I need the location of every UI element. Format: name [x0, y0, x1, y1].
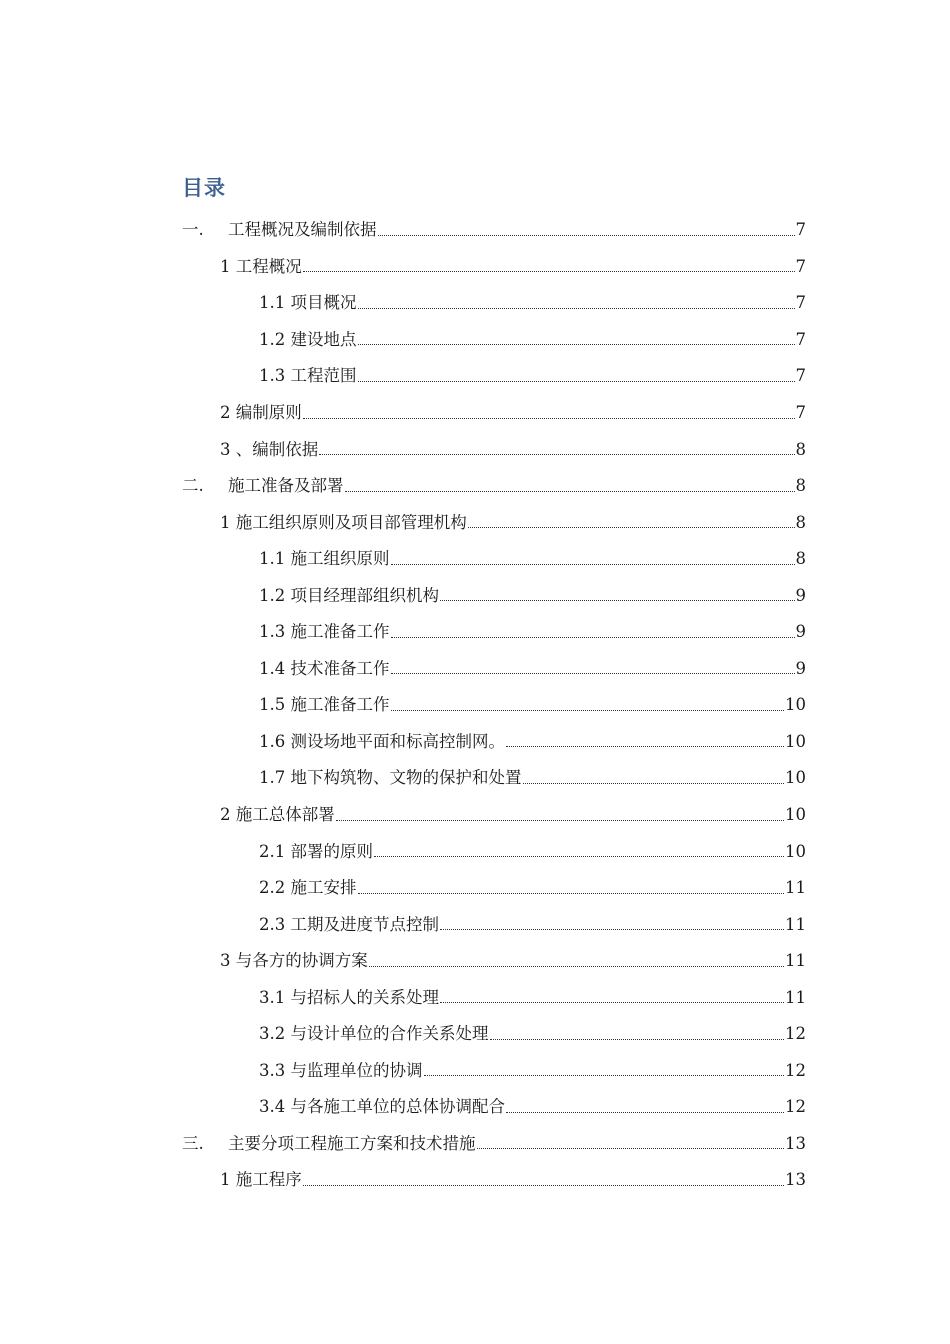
toc-dot-leader [374, 856, 784, 857]
toc-entry-page: 10 [785, 805, 806, 825]
toc-entry-label: 3 与各方的协调方案 [220, 951, 368, 971]
toc-entry[interactable] [0, 1053, 950, 1090]
toc-entry-page: 12 [785, 1024, 806, 1044]
toc-entry[interactable] [0, 724, 950, 761]
toc-entry-page: 10 [785, 841, 806, 861]
toc-entry[interactable] [0, 614, 950, 651]
toc-entry-page: 7 [795, 293, 806, 313]
toc-entry-page: 9 [795, 585, 806, 605]
toc-entry-page: 7 [795, 256, 806, 276]
toc-entry-page: 9 [795, 658, 806, 678]
toc-entry[interactable] [0, 760, 950, 797]
toc-entry-label: 1.3 工程范围 [259, 366, 357, 386]
toc-entry-page: 8 [795, 512, 806, 532]
toc-entry-page: 7 [795, 329, 806, 349]
toc-entry[interactable] [0, 504, 950, 541]
toc-entry-label: 3.1 与招标人的关系处理 [259, 987, 439, 1007]
toc-entry[interactable] [0, 395, 950, 432]
toc-dot-leader [391, 673, 795, 674]
toc-dot-leader [440, 600, 795, 601]
toc-dot-leader [303, 418, 795, 419]
toc-dot-leader [424, 1075, 785, 1076]
toc-dot-leader [345, 491, 795, 492]
toc-entry-label: 2 施工总体部署 [220, 805, 335, 825]
toc-entry[interactable] [0, 322, 950, 359]
toc-entry-label: 1 施工程序 [220, 1170, 302, 1190]
toc-entry-label: 1.4 技术准备工作 [259, 658, 390, 678]
toc-entry-label: 施工准备及部署 [228, 476, 344, 496]
toc-entry[interactable] [0, 797, 950, 834]
toc-list [0, 212, 950, 1199]
toc-entry-label: 1.2 项目经理部组织机构 [259, 585, 439, 605]
toc-entry-label: 1.3 施工准备工作 [259, 622, 390, 642]
toc-entry[interactable] [0, 577, 950, 614]
toc-dot-leader [440, 929, 784, 930]
toc-entry-label: 2 编制原则 [220, 403, 302, 422]
toc-entry[interactable] [0, 979, 950, 1016]
toc-entry-page: 10 [785, 768, 806, 788]
toc-entry[interactable] [0, 906, 950, 943]
toc-entry[interactable] [0, 541, 950, 578]
toc-title: 目录 [182, 176, 226, 200]
toc-entry-number: 三. [182, 1133, 204, 1153]
toc-entry-label: 2.3 工期及进度节点控制 [259, 914, 439, 934]
toc-entry-label: 1.2 建设地点 [259, 329, 357, 349]
toc-entry[interactable] [0, 431, 950, 468]
toc-entry-label: 3.2 与设计单位的合作关系处理 [259, 1024, 489, 1044]
toc-dot-leader [391, 564, 795, 565]
toc-dot-leader [391, 637, 795, 638]
toc-dot-leader [378, 235, 795, 236]
toc-dot-leader [506, 1112, 784, 1113]
toc-entry[interactable] [0, 285, 950, 322]
toc-entry[interactable] [0, 358, 950, 395]
toc-entry[interactable] [0, 212, 950, 249]
toc-entry-page: 12 [785, 1060, 806, 1080]
toc-entry-label: 工程概况及编制依据 [228, 220, 377, 240]
toc-entry[interactable] [0, 1089, 950, 1126]
toc-dot-leader [490, 1039, 785, 1040]
toc-entry-number: 一. [182, 220, 204, 240]
toc-entry-number: 二. [182, 476, 204, 496]
toc-dot-leader [477, 1148, 785, 1149]
toc-entry-page: 10 [785, 731, 806, 751]
toc-entry-page: 8 [795, 476, 806, 496]
toc-entry-page: 11 [785, 987, 806, 1007]
toc-entry[interactable] [0, 468, 950, 505]
toc-entry[interactable] [0, 870, 950, 907]
toc-dot-leader [391, 710, 785, 711]
toc-entry-label: 1.1 项目概况 [259, 293, 357, 313]
toc-entry-page: 9 [795, 622, 806, 642]
toc-dot-leader [319, 454, 794, 455]
toc-entry-page: 12 [785, 1097, 806, 1117]
toc-entry-page: 13 [785, 1170, 806, 1190]
toc-entry-label: 1.1 施工组织原则 [259, 549, 390, 569]
toc-dot-leader [336, 820, 784, 821]
toc-entry[interactable] [0, 1126, 950, 1163]
toc-dot-leader [369, 966, 784, 967]
toc-entry[interactable] [0, 1016, 950, 1053]
toc-entry-page: 11 [785, 878, 806, 898]
toc-entry[interactable] [0, 943, 950, 980]
toc-dot-leader [358, 381, 795, 382]
toc-entry-page: 8 [795, 549, 806, 569]
toc-entry-label: 1.7 地下构筑物、文物的保护和处置 [259, 768, 522, 788]
toc-entry-label: 3.4 与各施工单位的总体协调配合 [259, 1097, 505, 1117]
toc-dot-leader [303, 271, 795, 272]
toc-entry-page: 10 [785, 695, 806, 715]
toc-entry[interactable] [0, 687, 950, 724]
toc-dot-leader [468, 527, 795, 528]
toc-entry-label: 1 工程概况 [220, 256, 302, 276]
toc-entry-page: 7 [795, 366, 806, 386]
toc-dot-leader [303, 1185, 784, 1186]
toc-dot-leader [358, 893, 785, 894]
toc-entry[interactable] [0, 1162, 950, 1199]
toc-entry-page: 13 [785, 1133, 806, 1153]
toc-entry-label: 2.1 部署的原则 [259, 841, 373, 861]
toc-dot-leader [440, 1002, 784, 1003]
toc-dot-leader [358, 308, 795, 309]
toc-dot-leader [358, 344, 795, 345]
toc-entry-label: 2.2 施工安排 [259, 878, 357, 898]
toc-entry-page: 11 [785, 914, 806, 934]
toc-entry-page: 11 [785, 951, 806, 971]
toc-entry-page: 7 [795, 220, 806, 240]
toc-entry-label: 1.6 测设场地平面和标高控制网。 [259, 731, 505, 751]
toc-dot-leader [506, 746, 784, 747]
toc-entry[interactable] [0, 651, 950, 688]
toc-entry-label: 3 、编制依据 [220, 439, 319, 459]
toc-entry-page: 8 [795, 439, 806, 459]
toc-entry-page: 7 [795, 403, 806, 422]
toc-dot-leader [523, 783, 785, 784]
toc-entry-label: 1.5 施工准备工作 [259, 695, 390, 715]
toc-entry[interactable] [0, 249, 950, 286]
toc-entry-label: 主要分项工程施工方案和技术措施 [228, 1133, 476, 1153]
toc-entry-label: 3.3 与监理单位的协调 [259, 1060, 423, 1080]
toc-entry-label: 1 施工组织原则及项目部管理机构 [220, 512, 467, 532]
toc-entry[interactable] [0, 833, 950, 870]
